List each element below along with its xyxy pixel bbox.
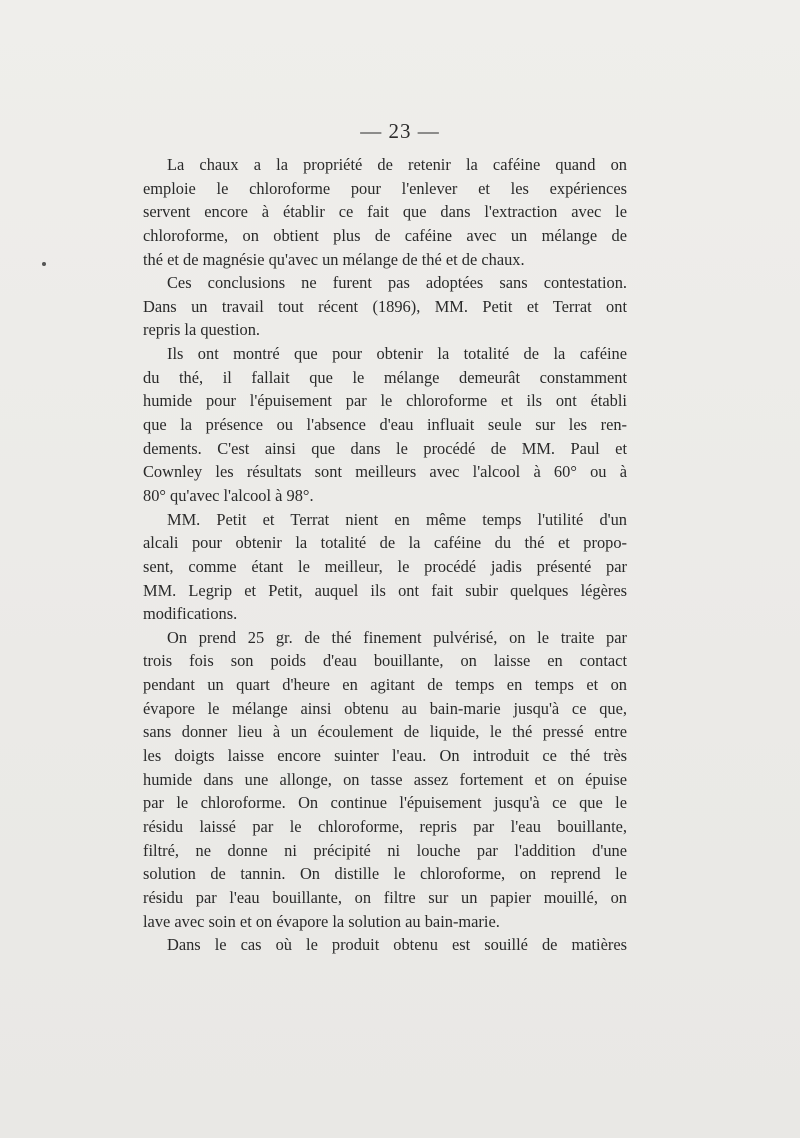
text-line: thé et de magnésie qu'avec un mélange de thé et de chaux. [143,249,525,269]
text-line: résidu laissé par le chloroforme, repris par l'eau bouillante, [143,816,627,836]
text-line: chloroforme, on obtient plus de caféine avec un mélange de [143,225,627,245]
text-line: filtré, ne donne ni précipité ni louche par l'addition d'une [143,840,627,860]
text-line: sent, comme étant le meilleur, le procédé jadis présenté par [143,556,627,576]
text-line: lave avec soin et on évapore la solution au bain-marie. [143,911,500,931]
text-line: alcali pour obtenir la totalité de la caféine du thé et propo- [143,533,627,553]
text-line: On prend 25 gr. de thé finement pulvérisé, on le traite par [167,627,627,647]
text-line: résidu par l'eau bouillante, on filtre sur un papier mouillé, on [143,887,627,907]
text-line: solution de tannin. On distille le chloroforme, on reprend le [143,864,627,884]
text-line: servent encore à établir ce fait que dans l'extraction avec le [143,202,627,222]
text-line: humide pour l'épuisement par le chloroforme et ils ont établi [143,391,627,411]
text-line: Cownley les résultats sont meilleurs avec l'alcool à 60° ou à [143,462,627,482]
text-line: humide dans une allonge, on tasse assez fortement et on épuise [143,769,627,789]
page-number: — 23 — [360,119,440,143]
text-line: par le chloroforme. On continue l'épuisement jusqu'à ce que le [143,793,627,813]
text-line: que la présence ou l'absence d'eau influait seule sur les ren- [143,415,627,435]
text-line: Dans le cas où le produit obtenu est souillé de matières [167,935,627,955]
body-text [143,153,627,957]
text-line: trois fois son poids d'eau bouillante, on laisse en contact [143,651,627,671]
text-line: Dans un travail tout récent (1896), MM. Petit et Terrat ont [143,296,627,316]
text-line: modifications. [143,604,238,624]
text-line: repris la question. [143,320,260,340]
text-line: MM. Petit et Terrat nient en même temps l'utilité d'un [167,509,627,529]
text-line: évapore le mélange ainsi obtenu au bain-marie jusqu'à ce que, [143,698,627,718]
text-line: emploie le chloroforme pour l'enlever et les expériences [143,178,627,198]
text-line: 80° qu'avec l'alcool à 98°. [143,485,314,505]
text-line: du thé, il fallait que le mélange demeurât constamment [143,367,627,387]
text-line: pendant un quart d'heure en agitant de temps en temps et on [143,675,627,695]
text-line: les doigts laisse encore suinter l'eau. On introduit ce thé très [143,746,627,766]
text-line: MM. Legrip et Petit, auquel ils ont fait subir quelques légères [143,580,627,600]
text-line: Ces conclusions ne furent pas adoptées sans contestation. [167,273,627,293]
text-line: dements. C'est ainsi que dans le procédé de MM. Paul et [143,438,627,458]
text-line: Ils ont montré que pour obtenir la totalité de la caféine [167,344,627,364]
text-line: sans donner lieu à un écoulement de liquide, le thé pressé entre [143,722,627,742]
text-line: La chaux a la propriété de retenir la caféine quand on [167,155,627,174]
print-speck [42,262,46,266]
